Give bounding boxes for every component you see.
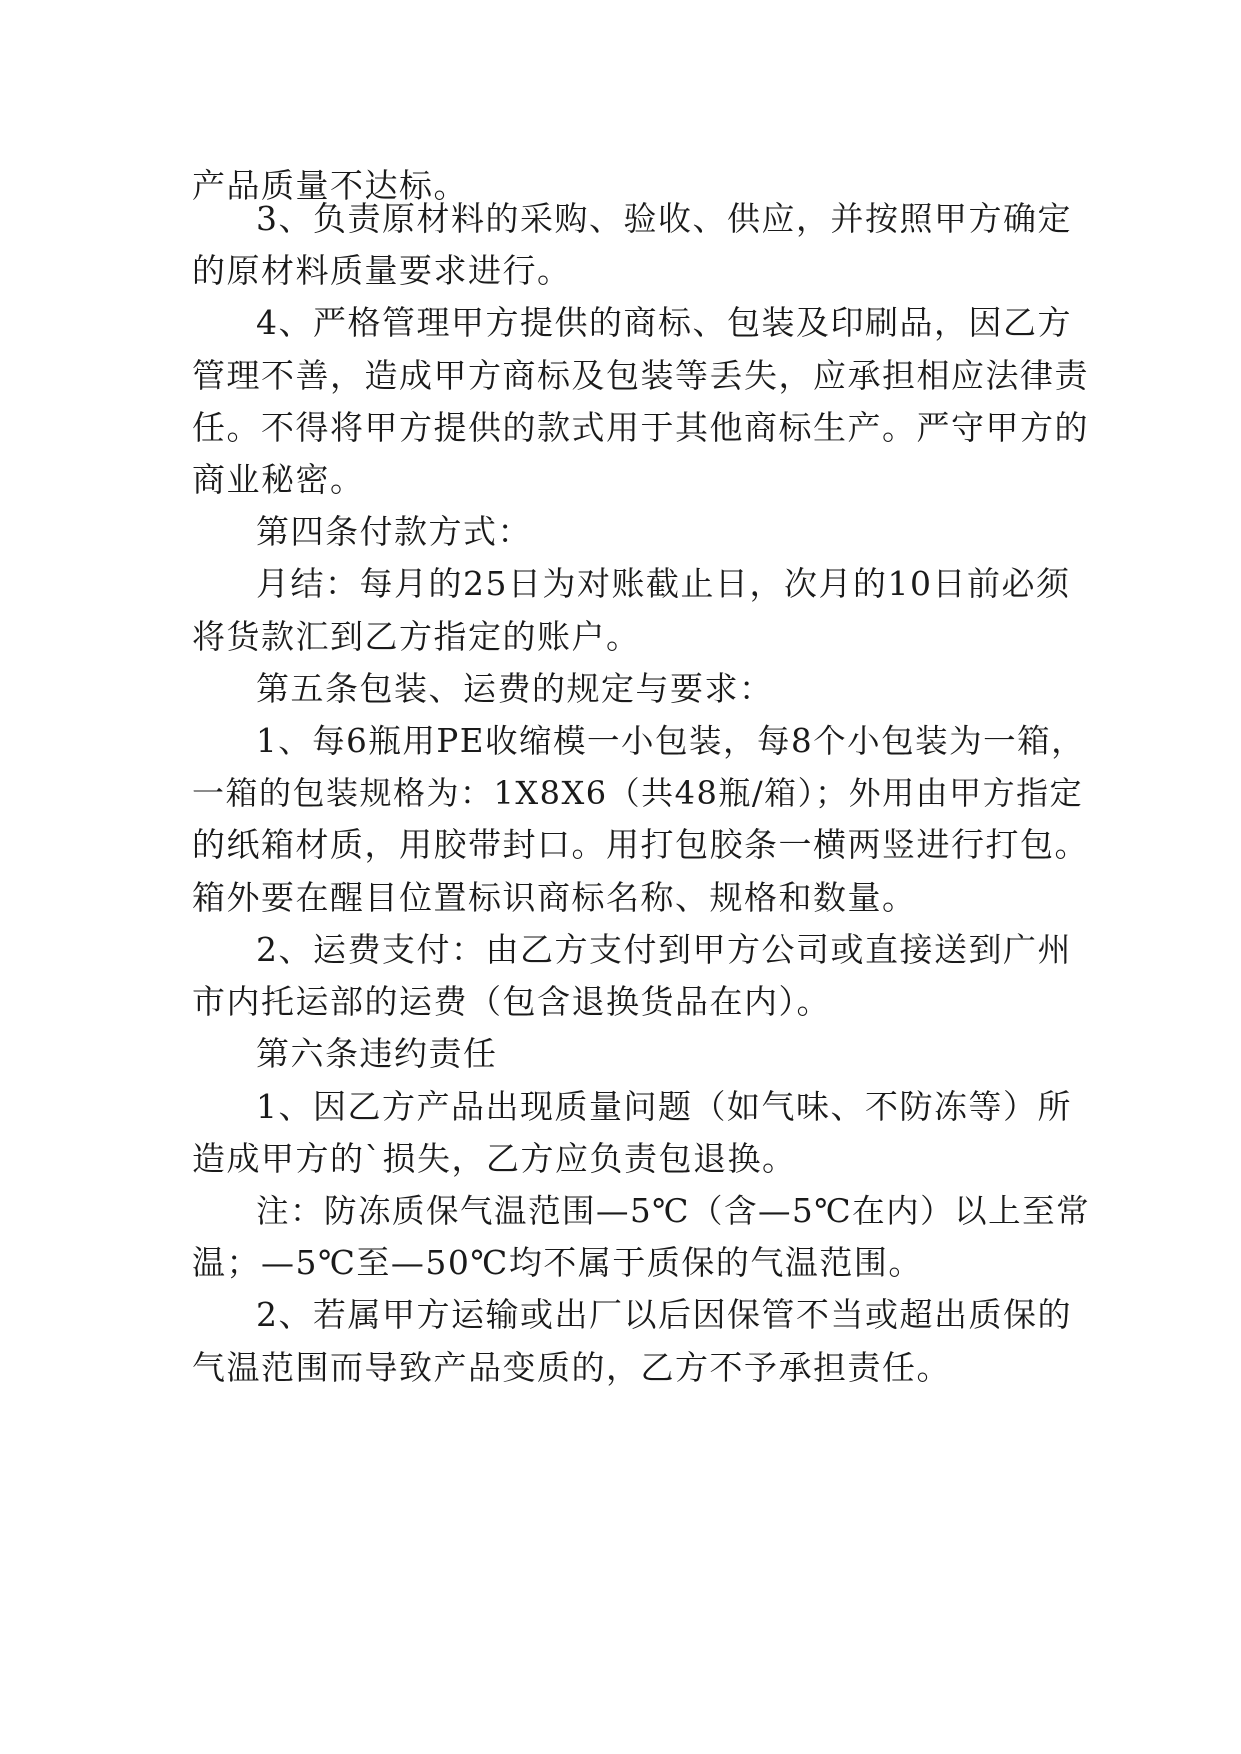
text-line: 的原材料质量要求进行。 [192,251,572,290]
text-line: 管理不善，造成甲方商标及包装等丢失，应承担相应法律责 [192,356,1089,395]
text-line: 造成甲方的`损失，乙方应负责包退换。 [192,1139,797,1178]
text-line: 温；—5℃至—50℃均不属于质保的气温范围。 [192,1243,923,1282]
text-line: 第五条包装、运费的规定与要求： [256,669,774,708]
text-line: 气温范围而导致产品变质的，乙方不予承担责任。 [192,1348,951,1387]
text-line: 将货款汇到乙方指定的账户。 [192,617,641,656]
text-line: 箱外要在醒目位置标识商标名称、规格和数量。 [192,878,917,917]
text-line: 2、若属甲方运输或出厂以后因保管不当或超出质保的 [256,1295,1072,1334]
text-line: 产品质量不达标。 [192,166,468,205]
text-line: 第四条付款方式： [256,512,532,551]
text-line: 注：防冻质保气温范围—5℃（含—5℃在内）以上至常 [256,1192,1091,1230]
text-line: 第六条违约责任 [256,1034,498,1073]
text-line: 市内托运部的运费（包含退换货品在内）。 [192,982,831,1021]
text-line: 的纸箱材质，用胶带封口。用打包胶条一横两竖进行打包。 [192,825,1089,864]
text-line: 月结：每月的25日为对账截止日，次月的10日前必须 [256,564,1071,603]
text-line: 商业秘密。 [192,460,365,499]
text-line: 1、每6瓶用PE收缩模一小包装，每8个小包装为一箱， [256,722,1086,760]
text-line: 1、因乙方产品出现质量问题（如气味、不防冻等）所 [256,1087,1072,1126]
text-line: 4、严格管理甲方提供的商标、包装及印刷品，因乙方 [256,303,1072,342]
text-line: 一箱的包装规格为：1X8X6（共48瓶/箱）；外用由甲方指定 [192,774,1084,812]
text-line: 2、运费支付：由乙方支付到甲方公司或直接送到广州 [256,930,1072,969]
text-line: 3、负责原材料的采购、验收、供应，并按照甲方确定 [256,199,1072,238]
text-line: 任。不得将甲方提供的款式用于其他商标生产。严守甲方的 [192,408,1089,447]
